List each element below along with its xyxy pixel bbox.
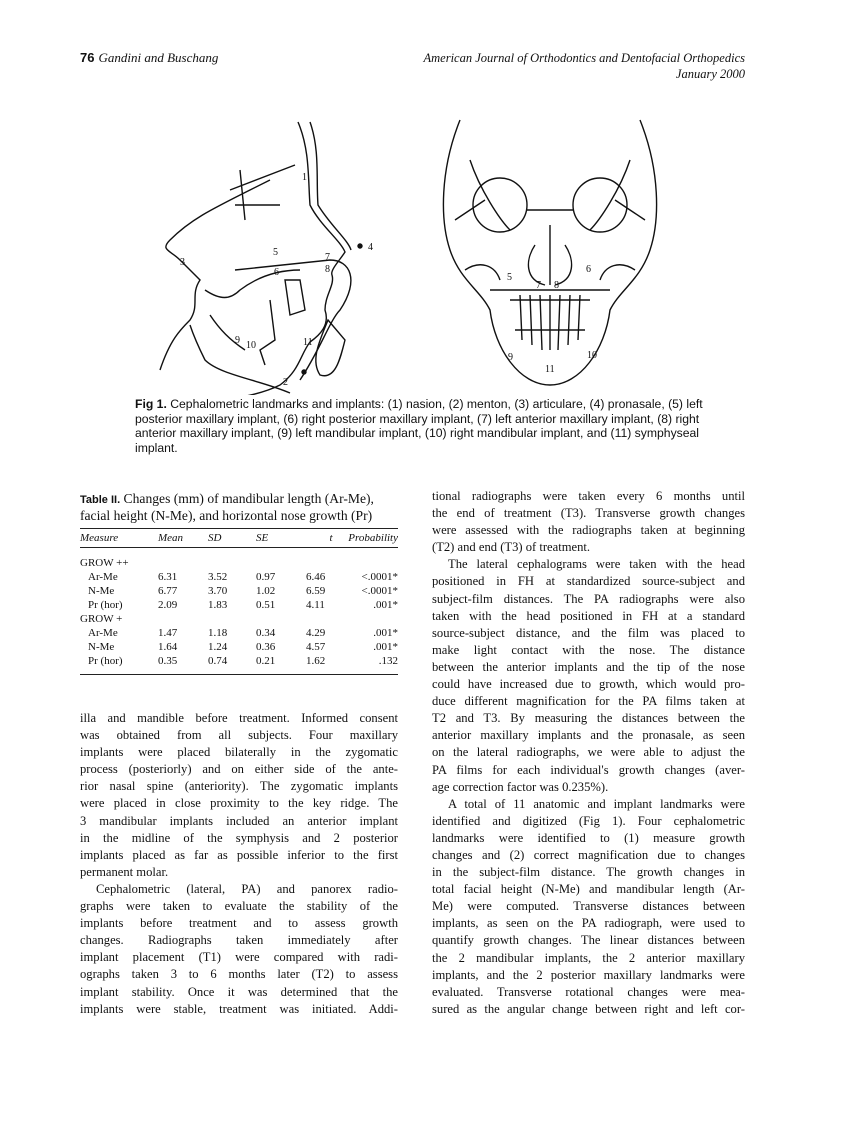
table-cell: <.0001* xyxy=(361,571,398,583)
landmark-label-10: 10 xyxy=(246,340,256,351)
frontal-label-8: 8 xyxy=(554,280,559,291)
column-header: SE xyxy=(256,532,269,544)
table-cell: Pr (hor) xyxy=(88,599,123,611)
text-line: were placed in close proximity to the key ridge. The xyxy=(80,796,398,811)
table-cell xyxy=(306,612,356,626)
table-row xyxy=(80,626,398,640)
table-group-row xyxy=(80,612,398,626)
paragraph xyxy=(432,556,745,795)
paragraph xyxy=(432,796,745,1018)
text-line: age correction factor was 0.235%). xyxy=(432,779,609,794)
column-header: Mean xyxy=(158,532,184,544)
landmark-label-2: 2 xyxy=(283,377,288,388)
column-header: t xyxy=(329,532,333,544)
table-cell: 1.62 xyxy=(306,655,326,667)
table-cell: .001* xyxy=(373,641,398,653)
text-line: illa and mandible before treatment. Informed consent xyxy=(80,711,398,725)
table-cell: 0.51 xyxy=(256,599,276,611)
table-cell: .132 xyxy=(378,655,398,667)
landmark-label-8: 8 xyxy=(325,264,330,275)
table-row xyxy=(80,598,398,612)
landmark-label-9: 9 xyxy=(235,335,240,346)
issue-date: January 2000 xyxy=(675,67,745,81)
frontal-label-5: 5 xyxy=(507,272,512,283)
table-body xyxy=(80,548,398,674)
table-cell: 0.35 xyxy=(158,655,178,667)
table-cell xyxy=(208,556,256,570)
table-cell: 6.77 xyxy=(158,585,178,597)
text-line: 3 mandibular implants included an anterior implant xyxy=(80,813,398,828)
landmark-label-5: 5 xyxy=(273,247,278,258)
figure-caption-text: Cephalometric landmarks and implants: (1) nasion, (2) menton, (3) articulare, (4) pronasale, (5) left posterior maxillary implant, (6) right posterior maxillary implant, (7) left anterior maxillary implant, (8) right anterior maxillary implant, (9) left mandibular implant, (10) right mandibular implant, and (11) symphyseal implant. xyxy=(135,397,703,455)
text-line: tional radiographs were taken every 6 months until xyxy=(432,489,745,503)
text-line: quantify growth changes. The linear distances between xyxy=(432,933,745,948)
table-cell: 1.02 xyxy=(256,585,276,597)
table-cell: Ar-Me xyxy=(88,627,118,639)
table-cell: 0.74 xyxy=(208,655,228,667)
text-line: ographs taken 3 to 6 months later (T2) to assess xyxy=(80,967,398,982)
paragraph xyxy=(80,710,398,881)
table-group-row xyxy=(80,556,398,570)
text-line: implants before treatment and to assess growth xyxy=(80,916,398,931)
text-line: changes. Radiographs taken immediately after xyxy=(80,933,398,948)
text-line: implants were stable, treatment was initiated. Addi- xyxy=(80,1001,398,1016)
text-line: evaluated. Transverse rotational changes were mea- xyxy=(432,984,745,999)
table-cell: 0.34 xyxy=(256,627,276,639)
text-line: implant placement (T1) were compared with radi- xyxy=(80,950,398,965)
table-cell xyxy=(208,612,256,626)
running-header-right xyxy=(424,50,746,82)
table-cell: 1.24 xyxy=(208,641,228,653)
landmark-label-3: 3 xyxy=(180,257,185,268)
table-cell: <.0001* xyxy=(361,585,398,597)
table-cell xyxy=(256,556,306,570)
text-line: implants placed as far as possible inferior to the first xyxy=(80,847,398,862)
table-cell: 3.70 xyxy=(208,585,228,597)
landmark-label-11: 11 xyxy=(303,337,313,348)
column-header: Probability xyxy=(348,532,398,544)
text-line: duce different magnification for the PA films taken at xyxy=(432,694,745,709)
text-line: implants were placed bilaterally in the zygomatic xyxy=(80,745,398,760)
text-line: the 2 mandibular implants, the 2 anterior maxillary xyxy=(432,950,745,965)
text-line: anterior maxillary implants and the pronasale, as seen xyxy=(432,728,745,743)
table-row xyxy=(80,640,398,654)
text-line: changes and (2) correct magnification due to changes xyxy=(432,847,745,862)
frontal-pa-tracing xyxy=(443,120,656,385)
column-header: SD xyxy=(208,532,222,544)
table-cell: Ar-Me xyxy=(88,571,118,583)
text-line: implant stability. Once it was determined that the xyxy=(80,984,398,999)
table-cell: 0.21 xyxy=(256,655,276,667)
table-cell: Pr (hor) xyxy=(88,655,123,667)
landmark-label-1: 1 xyxy=(302,172,307,183)
text-line: positioned in FH at standardized source-subject and xyxy=(432,574,745,589)
table-cell: .001* xyxy=(373,627,398,639)
table-caption: Changes (mm) of mandibular length (Ar-Me), facial height (N-Me), and horizontal nose growth (Pr) xyxy=(80,491,374,523)
text-line: (T2) and end (T3) of treatment. xyxy=(432,540,591,555)
table-cell: 4.11 xyxy=(306,599,325,611)
text-line: were assessed with the radiographs taken at beginning xyxy=(432,523,745,538)
table-cell: 3.52 xyxy=(208,571,228,583)
text-line: make light contact with the nose. The distance xyxy=(432,642,745,657)
table-row xyxy=(80,570,398,584)
text-line: taken with the head positioned in FH at a standard xyxy=(432,608,745,623)
table-cell xyxy=(158,556,208,570)
frontal-label-6: 6 xyxy=(586,264,591,275)
text-line: total facial height (N-Me) and mandibular length (Ar- xyxy=(432,882,745,897)
figure-caption xyxy=(135,397,710,455)
table-cell xyxy=(306,556,356,570)
text-line: in the subject-film distance. The growth changes in xyxy=(432,865,745,880)
table-cell xyxy=(356,556,398,570)
table-cell: 6.46 xyxy=(306,571,326,583)
paragraph xyxy=(80,881,398,1018)
text-line: could have increased due to growth, which would pro- xyxy=(432,677,745,692)
table-cell: GROW ++ xyxy=(80,557,129,569)
table-ii xyxy=(80,491,398,675)
text-line: implants, and the 2 posterior maxillary landmarks were xyxy=(432,967,745,982)
landmark-label-6: 6 xyxy=(274,267,279,278)
text-line: Me) were computed. Transverse distances between xyxy=(432,899,745,914)
page-number: 76 xyxy=(80,50,95,65)
landmark-label-7: 7 xyxy=(325,252,330,263)
text-line: sured as the angular change between right and left cor- xyxy=(432,1001,745,1016)
body-text-right-column xyxy=(432,488,745,1018)
table-cell: 1.83 xyxy=(208,599,228,611)
authors: Gandini and Buschang xyxy=(98,50,219,65)
table-row xyxy=(80,654,398,668)
table-row xyxy=(80,584,398,598)
text-line: The lateral cephalograms were taken with the head xyxy=(448,557,745,572)
frontal-label-7: 7 xyxy=(536,280,541,291)
table-cell: 1.47 xyxy=(158,627,178,639)
table-cell: N-Me xyxy=(88,585,115,597)
table-cell xyxy=(356,612,398,626)
lateral-cephalogram-tracing xyxy=(160,122,362,395)
table-cell: 0.97 xyxy=(256,571,276,583)
table-label: Table II. xyxy=(80,494,121,506)
text-line: graphs were taken to evaluate the stability of the xyxy=(80,899,398,914)
table-cell: 4.57 xyxy=(306,641,326,653)
column-header: Measure xyxy=(80,532,119,544)
text-line: source-subject distance, and the film was placed to xyxy=(432,625,745,640)
text-line: A total of 11 anatomic and implant landmarks were xyxy=(448,796,745,811)
text-line: was obtained from all subjects. Four maxillary xyxy=(80,728,398,743)
paragraph xyxy=(432,488,745,556)
text-line: landmarks were identified to (1) measure growth xyxy=(432,830,745,845)
landmark-label-4: 4 xyxy=(368,242,373,253)
frontal-label-9: 9 xyxy=(508,352,513,363)
table-cell: 1.64 xyxy=(158,641,178,653)
table-cell: 4.29 xyxy=(306,627,326,639)
text-line: PA films for each individual's growth changes (aver- xyxy=(432,762,745,777)
running-header-left xyxy=(80,50,218,66)
text-line: rior nasal spine (anteriority). The zygomatic implants xyxy=(80,779,398,794)
table-cell: 6.59 xyxy=(306,585,326,597)
table-cell: N-Me xyxy=(88,641,115,653)
table-header-row xyxy=(80,529,398,547)
text-line: in the midline of the symphysis and 2 posterior xyxy=(80,830,398,845)
text-line: implants, as seen on the PA radiograph, were used to xyxy=(432,916,745,931)
table-cell xyxy=(158,612,208,626)
figure-caption-label: Fig 1. xyxy=(135,397,167,411)
frontal-label-11: 11 xyxy=(545,364,555,375)
table-title xyxy=(80,491,398,524)
table-cell: 2.09 xyxy=(158,599,178,611)
frontal-label-10: 10 xyxy=(587,350,597,361)
text-line: between the anterior implants and the tip of the nose xyxy=(432,659,745,674)
text-line: the end of treatment (T3). Transverse growth changes xyxy=(432,506,745,521)
table-cell: 1.18 xyxy=(208,627,228,639)
text-line: subject-film distances. The PA radiographs were also xyxy=(432,591,745,606)
table-cell xyxy=(256,612,306,626)
body-text-left-column xyxy=(80,710,398,1018)
text-line: identified and digitized (Fig 1). Four cephalometric xyxy=(432,813,745,828)
journal-name: American Journal of Orthodontics and Dentofacial Orthopedics xyxy=(423,51,745,65)
text-line: process (posteriorly) and on either side of the ante- xyxy=(80,762,398,777)
table-cell: GROW + xyxy=(80,613,123,625)
text-line: Cephalometric (lateral, PA) and panorex radio- xyxy=(96,881,398,896)
table-cell: 0.36 xyxy=(256,641,276,653)
text-line: T2 and T3. By measuring the distances between the xyxy=(432,711,745,726)
text-line: on the lateral radiographs, we were able to adjust the xyxy=(432,745,745,760)
table-cell: .001* xyxy=(373,599,398,611)
table-cell: 6.31 xyxy=(158,571,178,583)
text-line: permanent molar. xyxy=(80,864,169,879)
figure-1-cephalometric-tracings xyxy=(150,110,670,395)
